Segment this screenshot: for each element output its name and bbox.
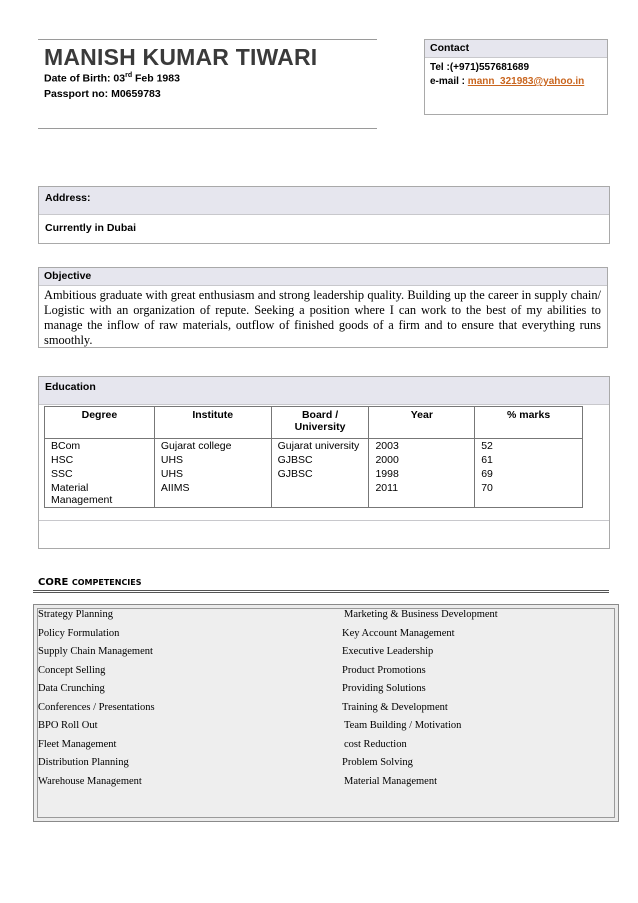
table-cell: GJBSC	[271, 467, 369, 481]
competency-item: Team Building / Motivation	[344, 720, 462, 731]
table-cell: 2000	[369, 453, 475, 467]
core-rule-1	[33, 590, 609, 591]
header-top-rule	[38, 39, 377, 40]
table-cell: 1998	[369, 467, 475, 481]
competency-item: Conferences / Presentations	[38, 702, 155, 713]
column-header: % marks	[475, 407, 583, 439]
competencies-box	[33, 604, 619, 822]
table-cell	[271, 481, 369, 508]
contact-phone: Tel :(+971)557681689	[430, 62, 530, 73]
column-header: Degree	[45, 407, 155, 439]
table-row	[45, 481, 583, 508]
column-header: Board / University	[271, 407, 369, 439]
objective-title: Objective	[39, 268, 607, 286]
competency-item: Fleet Management	[38, 739, 117, 750]
table-cell: 2003	[369, 439, 475, 454]
competency-item: Data Crunching	[38, 683, 105, 694]
core-competencies-title: CORE COMPETENCIES	[38, 577, 142, 588]
competency-item: cost Reduction	[344, 739, 407, 750]
competency-item: Strategy Planning	[38, 609, 113, 620]
competency-item: Warehouse Management	[38, 776, 142, 787]
header-bottom-rule	[38, 128, 377, 129]
core-rule-2	[33, 592, 609, 593]
column-header: Year	[369, 407, 475, 439]
table-cell: UHS	[154, 467, 271, 481]
table-row	[45, 439, 583, 454]
table-cell: HSC	[45, 453, 155, 467]
table-row	[45, 453, 583, 467]
competency-item: Policy Formulation	[38, 628, 120, 639]
table-cell: BCom	[45, 439, 155, 454]
table-cell: 61	[475, 453, 583, 467]
competency-item: Key Account Management	[342, 628, 455, 639]
table-cell: 70	[475, 481, 583, 508]
competency-item: Executive Leadership	[342, 646, 434, 657]
table-row	[45, 467, 583, 481]
competency-item: Concept Selling	[38, 665, 106, 676]
table-header-row	[45, 407, 583, 439]
table-cell: SSC	[45, 467, 155, 481]
table-cell: Material Management	[45, 481, 155, 508]
table-cell: 69	[475, 467, 583, 481]
date-of-birth: Date of Birth: 03rd Feb 1983	[44, 72, 180, 85]
competency-item: Problem Solving	[342, 757, 413, 768]
competency-item: BPO Roll Out	[38, 720, 98, 731]
email-link[interactable]: mann_321983@yahoo.in	[467, 76, 585, 87]
table-cell: AIIMS	[154, 481, 271, 508]
education-table	[44, 406, 583, 508]
contact-title: Contact	[425, 40, 607, 58]
address-section	[38, 186, 610, 244]
competency-item: Training & Development	[342, 702, 448, 713]
objective-section	[38, 267, 608, 348]
education-title: Education	[39, 377, 609, 405]
contact-email-line: e-mail : mann_321983@yahoo.in	[430, 76, 585, 87]
table-cell: 2011	[369, 481, 475, 508]
column-header: Institute	[154, 407, 271, 439]
table-cell: Gujarat college	[154, 439, 271, 454]
competency-item: Marketing & Business Development	[344, 609, 498, 620]
table-cell: Gujarat university	[271, 439, 369, 454]
candidate-name: MANISH KUMAR TIWARI	[44, 44, 318, 70]
competency-item: Material Management	[344, 776, 438, 787]
competency-item: Distribution Planning	[38, 757, 129, 768]
address-title: Address:	[39, 187, 609, 215]
competency-item: Providing Solutions	[342, 683, 426, 694]
competency-item: Product Promotions	[342, 665, 426, 676]
contact-box	[424, 39, 608, 115]
address-value: Currently in Dubai	[45, 222, 137, 234]
competency-item: Supply Chain Management	[38, 646, 153, 657]
objective-text: Ambitious graduate with great enthusiasm and strong leadership quality. Building up the career in supply chain/ Logistic with an organization of repute. Seeking a position where I can work to the best of my abilities to manage the inflow of raw materials, outflow of finished goods of a firm and to ensure that everything runs smoothly.	[44, 288, 601, 347]
passport-number: Passport no: M0659783	[44, 88, 161, 100]
table-cell: UHS	[154, 453, 271, 467]
table-cell: 52	[475, 439, 583, 454]
table-cell: GJBSC	[271, 453, 369, 467]
education-divider	[39, 520, 609, 521]
